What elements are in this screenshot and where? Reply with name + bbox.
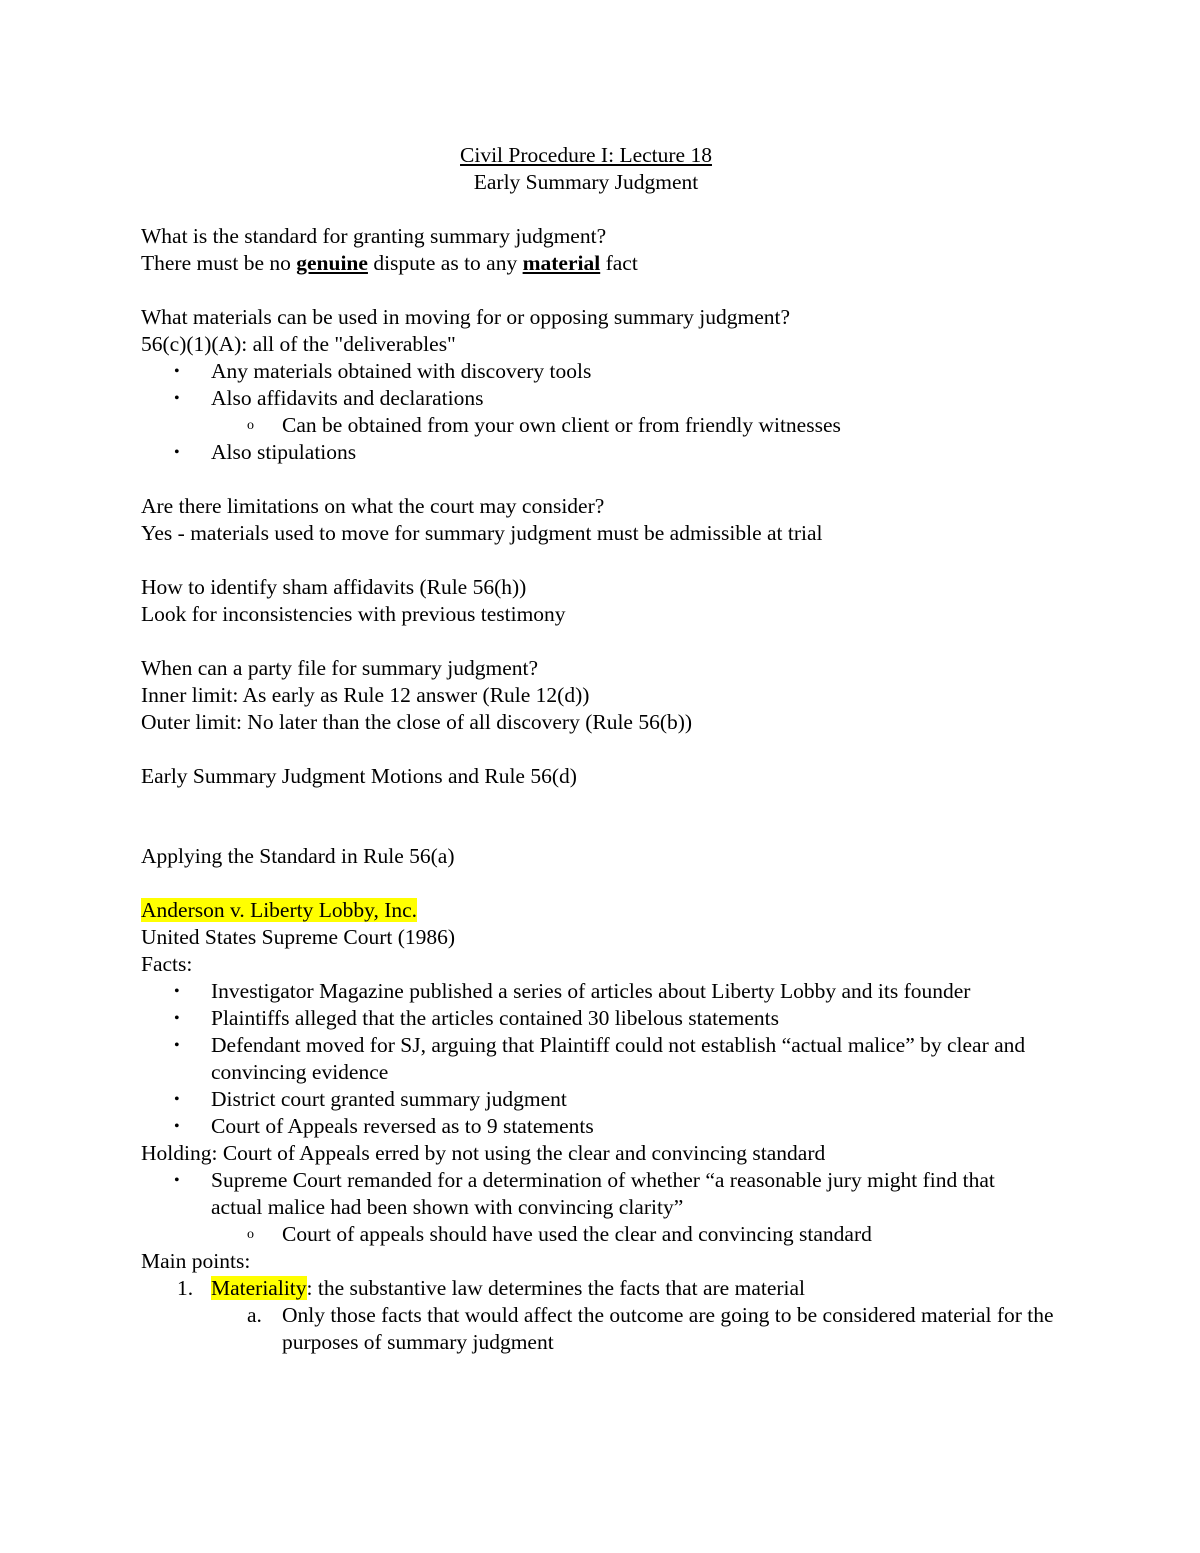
standard-answer-prefix: There must be no bbox=[141, 251, 297, 275]
timing-inner: Inner limit: As early as Rule 12 answer (Rule 12(d)) bbox=[141, 683, 590, 707]
bullet-icon: • bbox=[174, 363, 180, 380]
list-number: 1. bbox=[177, 1276, 194, 1300]
facts-label: Facts: bbox=[141, 952, 193, 976]
spacer bbox=[141, 196, 1071, 223]
limitations-answer: Yes - materials used to move for summary judgment must be admissible at trial bbox=[141, 521, 823, 545]
sub-bullet-icon: o bbox=[247, 418, 254, 433]
standard-question: What is the standard for granting summary judgment? bbox=[141, 224, 607, 248]
term-genuine: genuine bbox=[296, 251, 368, 275]
document-body bbox=[141, 142, 1071, 1356]
list-item: • Also affidavits and declarations bbox=[174, 386, 484, 410]
document-subtitle: Early Summary Judgment bbox=[473, 170, 699, 194]
bullet-icon: • bbox=[174, 444, 180, 461]
list-item: • Defendant moved for SJ, arguing that Plaintiff could not establish “actual malice” by clear and convincing evidence bbox=[174, 1033, 1026, 1084]
spacer bbox=[141, 547, 1071, 574]
bullet-icon: • bbox=[174, 1118, 180, 1135]
case-name bbox=[141, 897, 1071, 924]
list-letter: a. bbox=[247, 1303, 262, 1327]
materials-question: What materials can be used in moving for or opposing summary judgment? bbox=[141, 305, 791, 329]
timing-outer: Outer limit: No later than the close of all discovery (Rule 56(b)) bbox=[141, 710, 693, 734]
spacer bbox=[141, 277, 1071, 304]
case-court: United States Supreme Court (1986) bbox=[141, 925, 456, 949]
spacer bbox=[141, 817, 1071, 843]
early-motions-heading: Early Summary Judgment Motions and Rule 56(d) bbox=[141, 764, 577, 788]
list-item: • Also stipulations bbox=[174, 440, 357, 464]
timing-question: When can a party file for summary judgment? bbox=[141, 656, 539, 680]
list-item: • Investigator Magazine published a series of articles about Liberty Lobby and its founder bbox=[174, 979, 971, 1003]
bullet-icon: • bbox=[174, 1091, 180, 1108]
bullet-icon: • bbox=[174, 1172, 180, 1189]
limitations-question: Are there limitations on what the court may consider? bbox=[141, 494, 605, 518]
standard-answer-suffix: fact bbox=[600, 251, 638, 275]
spacer bbox=[141, 736, 1071, 763]
materials-rule: 56(c)(1)(A): all of the "deliverables" bbox=[141, 332, 456, 356]
bullet-icon: • bbox=[174, 1010, 180, 1027]
list-item: • Supreme Court remanded for a determination of whether “a reasonable jury might find that actual malice had been shown with convincing clarity” bbox=[174, 1168, 995, 1219]
sham-answer: Look for inconsistencies with previous testimony bbox=[141, 602, 566, 626]
numbered-item: 1. Materiality: the substantive law determines the facts that are material bbox=[177, 1276, 806, 1300]
list-item: • District court granted summary judgment bbox=[174, 1087, 567, 1111]
list-item: • Plaintiffs alleged that the articles contained 30 libelous statements bbox=[174, 1006, 780, 1030]
spacer bbox=[141, 628, 1071, 655]
case-name-highlight: Anderson v. Liberty Lobby, Inc. bbox=[141, 898, 418, 922]
standard-answer-middle: dispute as to any bbox=[367, 251, 523, 275]
bullet-icon: • bbox=[174, 983, 180, 1000]
sub-numbered-item: a. Only those facts that would affect the outcome are going to be considered material for the purposes of summary judgment bbox=[247, 1303, 1054, 1354]
spacer bbox=[141, 870, 1071, 897]
sub-bullet-icon: o bbox=[247, 1227, 254, 1242]
bullet-icon: • bbox=[174, 390, 180, 407]
applying-heading: Applying the Standard in Rule 56(a) bbox=[141, 844, 455, 868]
spacer bbox=[141, 466, 1071, 493]
standard-answer bbox=[141, 250, 1071, 277]
main-points-label: Main points: bbox=[141, 1249, 251, 1273]
list-item: • Any materials obtained with discovery tools bbox=[174, 359, 592, 383]
holding: Holding: Court of Appeals erred by not using the clear and convincing standard bbox=[141, 1141, 826, 1165]
sub-list-item: o Court of appeals should have used the clear and convincing standard bbox=[247, 1222, 872, 1246]
term-materiality: Materiality bbox=[211, 1276, 307, 1300]
document-title: Civil Procedure I: Lecture 18 bbox=[460, 143, 712, 167]
term-material: material bbox=[522, 251, 601, 275]
bullet-icon: • bbox=[174, 1037, 180, 1054]
list-item: • Court of Appeals reversed as to 9 statements bbox=[174, 1114, 594, 1138]
sham-question: How to identify sham affidavits (Rule 56(h)) bbox=[141, 575, 527, 599]
sub-list-item: o Can be obtained from your own client or from friendly witnesses bbox=[247, 413, 841, 437]
spacer bbox=[141, 790, 1071, 817]
